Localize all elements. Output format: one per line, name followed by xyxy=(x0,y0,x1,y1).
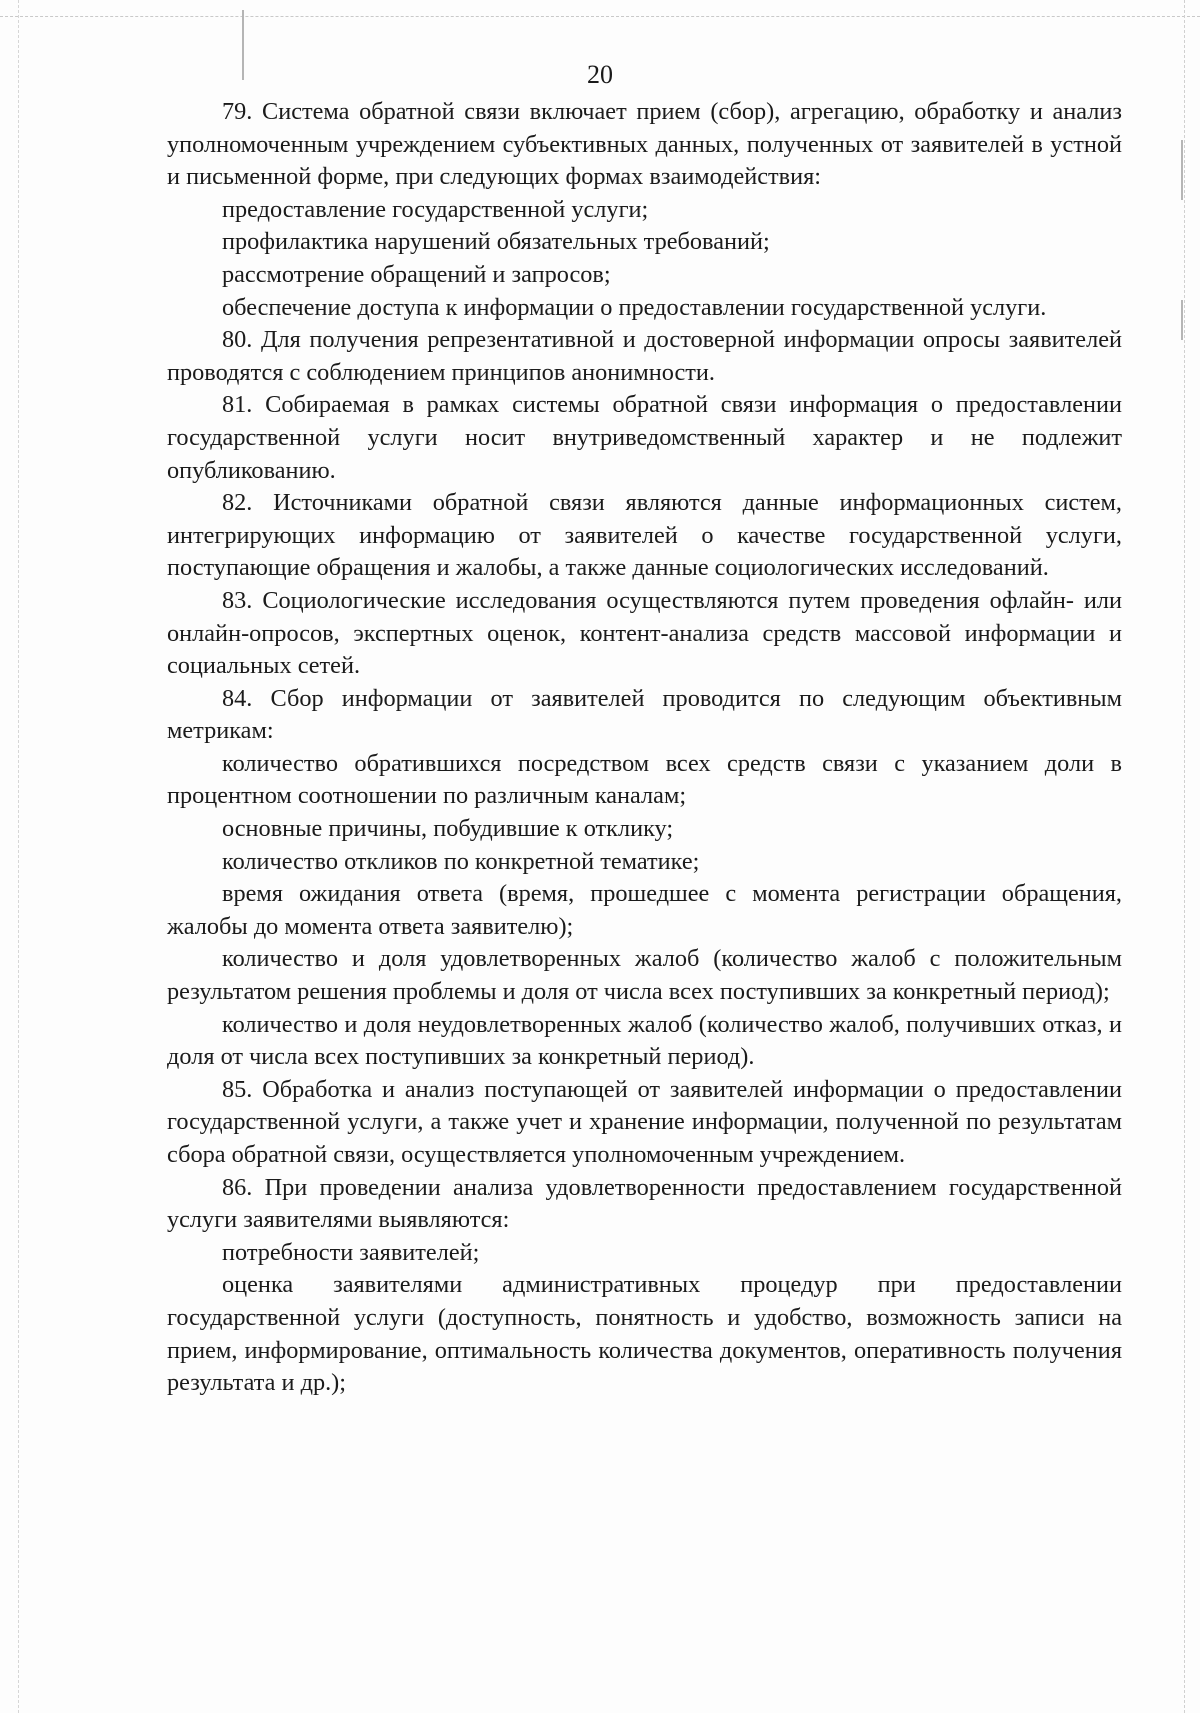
scan-edge-right xyxy=(1184,0,1185,1713)
paragraph-86: 86. При проведении анализа удовлетворенности предоставлением государственной услуги заявителями выявляются: xyxy=(167,1173,1122,1234)
scan-mark xyxy=(1181,140,1183,200)
scan-edge-top xyxy=(0,16,1200,17)
list-item: количество обратившихся посредством всех средств связи с указанием доли в процентном соотношении по различным каналам; xyxy=(167,749,1122,810)
list-item: рассмотрение обращений и запросов; xyxy=(222,260,611,288)
paragraph-81: 81. Собираемая в рамках системы обратной связи информация о предоставлении государственной услуги носит внутриведомственный характер и не подлежит опубликованию. xyxy=(167,391,1122,484)
paragraph-83: 83. Социологические исследования осуществляются путем проведения офлайн- или онлайн-опросов, экспертных оценок, контент-анализа средств массовой информации и социальных сетей. xyxy=(167,586,1122,680)
list-item: предоставление государственной услуги; xyxy=(222,195,649,223)
list-item: обеспечение доступа к информации о предоставлении государственной услуги. xyxy=(222,293,1047,321)
list-item: время ожидания ответа (время, прошедшее с момента регистрации обращения, жалобы до момента ответа заявителю); xyxy=(167,880,1122,940)
list-item: оценка заявителями административных процедур при предоставлении государственной услуги (доступность, понятность и удобство, возможность записи на прием, информирование, оптимальность количества документов, оперативность получения результата и др.); xyxy=(167,1271,1122,1397)
scan-mark xyxy=(1181,300,1183,340)
page-number: 20 xyxy=(587,60,613,89)
scan-edge-left xyxy=(18,0,19,1713)
paragraph-84: 84. Сбор информации от заявителей проводится по следующим объективным метрикам: xyxy=(167,684,1122,745)
paragraph-80: 80. Для получения репрезентативной и достоверной информации опросы заявителей проводятся с соблюдением принципов анонимности. xyxy=(167,326,1122,386)
list-item: основные причины, побудившие к отклику; xyxy=(222,815,674,843)
paragraph-85: 85. Обработка и анализ поступающей от заявителей информации о предоставлении государственной услуги, а также учет и хранение информации, полученной по результатам сбора обратной связи, осуществляется уполномоченным учреждением. xyxy=(167,1075,1122,1168)
paragraph-82: 82. Источниками обратной связи являются данные информационных систем, интегрирующих информацию от заявителей о качестве государственной услуги, поступающие обращения и жалобы, а также данные социологических исследований. xyxy=(167,489,1122,582)
paragraph-79: 79. Система обратной связи включает прием (сбор), агрегацию, обработку и анализ уполномоченным учреждением субъективных данных, полученных от заявителей в устной и письменной форме, при следующих формах взаимодействия: xyxy=(167,98,1122,191)
list-item: профилактика нарушений обязательных требований; xyxy=(222,228,770,256)
list-item: количество и доля неудовлетворенных жалоб (количество жалоб, получивших отказ, и доля от числа всех поступивших за конкретный период). xyxy=(167,1010,1122,1071)
document-body xyxy=(167,96,1122,1400)
list-item: потребности заявителей; xyxy=(222,1238,480,1266)
list-item: количество и доля удовлетворенных жалоб (количество жалоб с положительным результатом решения проблемы и доля от числа всех поступивших за конкретный период); xyxy=(167,945,1122,1006)
list-item: количество откликов по конкретной тематике; xyxy=(222,847,700,875)
